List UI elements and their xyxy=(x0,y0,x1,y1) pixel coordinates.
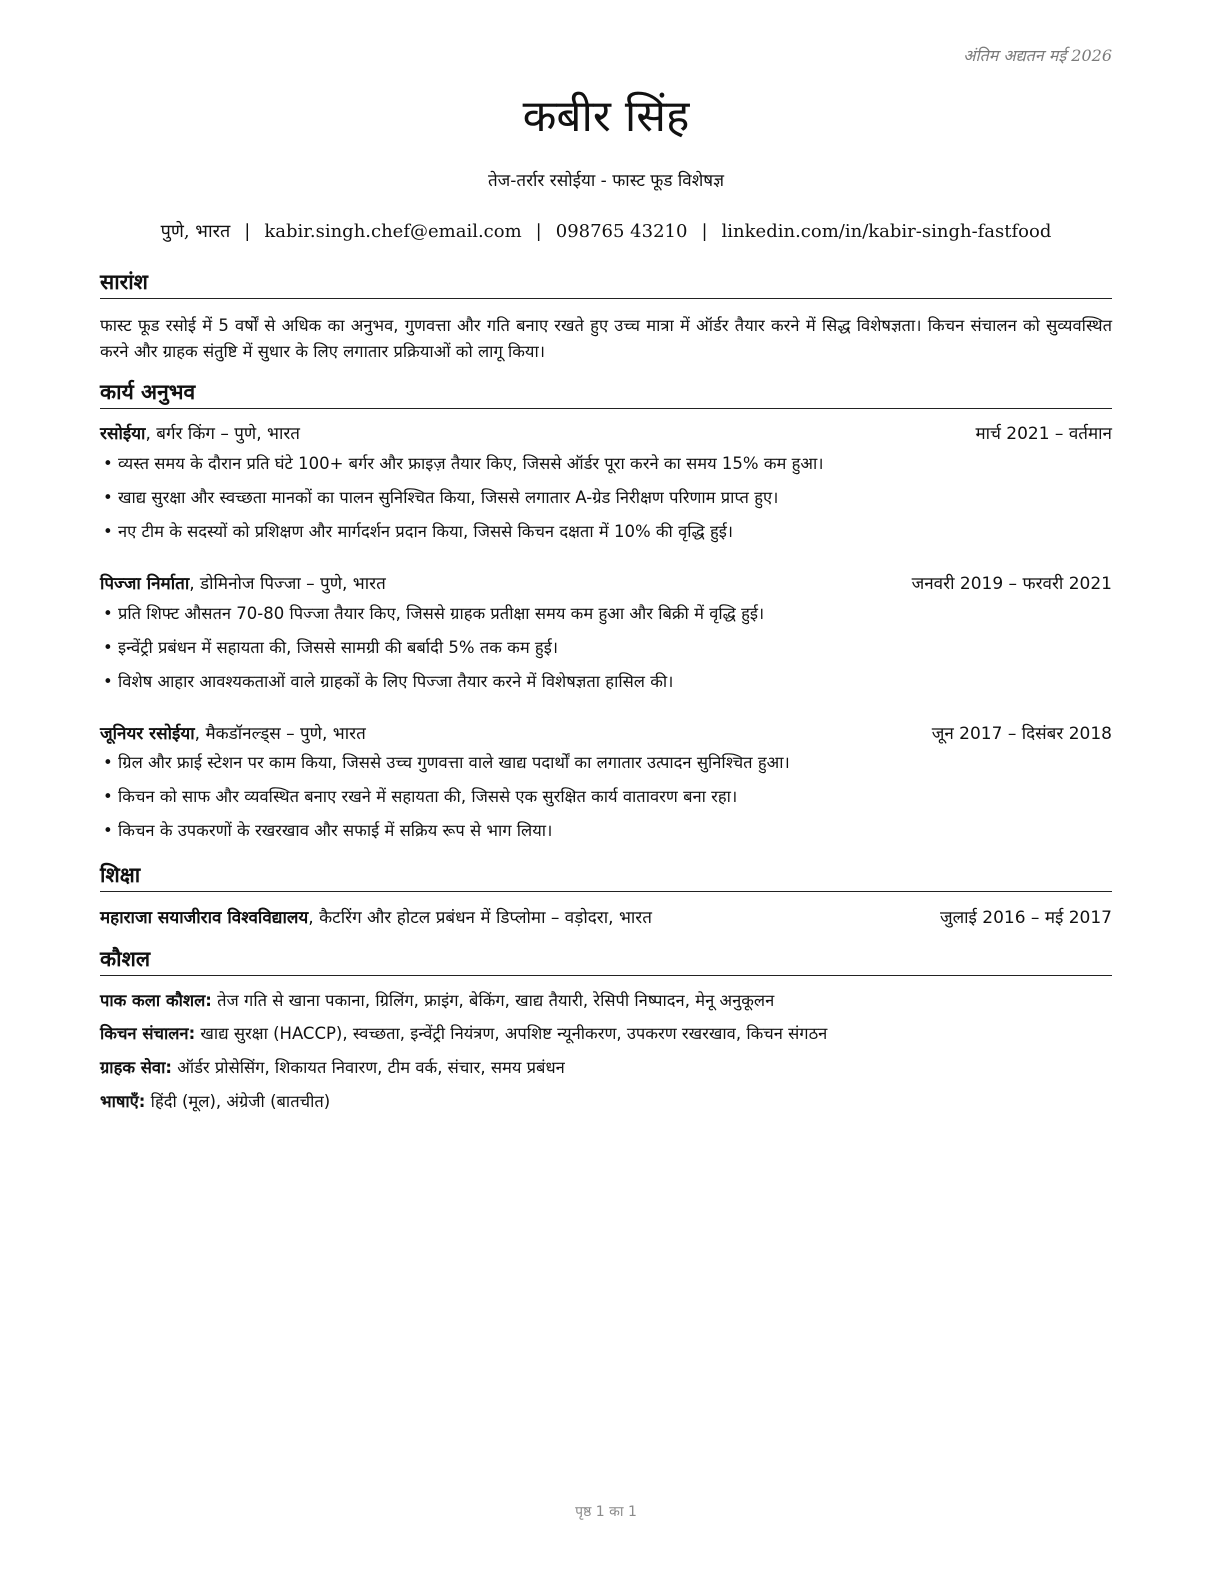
job-dates: जून 2017 – दिसंबर 2018 xyxy=(931,724,1112,744)
skill-label: भाषाएँ: xyxy=(100,1092,146,1111)
bullet-glyph: • xyxy=(103,604,113,623)
list-item: • किचन के उपकरणों के रखरखाव और सफाई में सक्रिय रूप से भाग लिया। xyxy=(100,818,1112,852)
list-item: • विशेष आहार आवश्यकताओं वाले ग्राहकों के लिए पिज्जा तैयार करने में विशेषज्ञता हासिल की। xyxy=(100,669,1112,703)
job-company: , बर्गर किंग – पुणे, भारत xyxy=(145,424,301,444)
bullet-glyph: • xyxy=(103,638,113,657)
list-item: • किचन को साफ और व्यवस्थित बनाए रखने में सहायता की, जिससे एक सुरक्षित कार्य वातावरण बना रहा। xyxy=(100,784,1112,818)
job-bullet-list xyxy=(100,451,1112,553)
page-number: पृष्ठ 1 का 1 xyxy=(575,1504,637,1520)
bullet-glyph: • xyxy=(103,672,113,691)
job-dates: मार्च 2021 – वर्तमान xyxy=(975,424,1112,444)
section-title-skills: कौशल xyxy=(100,945,1112,976)
list-item: • प्रति शिफ्ट औसतन 70-80 पिज्जा तैयार किए, जिससे ग्राहक प्रतीक्षा समय कम हुआ और बिक्री में वृद्धि हुई। xyxy=(100,601,1112,635)
skill-line xyxy=(100,988,1112,1014)
list-item: • ग्रिल और फ्राई स्टेशन पर काम किया, जिससे उच्च गुणवत्ता वाले खाद्य पदार्थों का लगातार उत्पादन सुनिश्चित हुआ। xyxy=(100,750,1112,784)
skill-value: हिंदी (मूल), अंग्रेजी (बातचीत) xyxy=(145,1092,331,1111)
contact-linkedin[interactable]: linkedin.com/in/kabir-singh-fastfood xyxy=(721,221,1052,242)
education-dates: जुलाई 2016 – मई 2017 xyxy=(939,908,1112,928)
skill-label: पाक कला कौशल: xyxy=(100,991,212,1010)
summary-text: फास्ट फूड रसोई में 5 वर्षों से अधिक का अनुभव, गुणवत्ता और गति बनाए रखते हुए उच्च मात्रा में ऑर्डर तैयार करने में सिद्ध विशेषज्ञता। किचन संचालन को सुव्यवस्थित करने और ग्राहक संतुष्टि में सुधार के लिए लगातार प्रक्रियाओं को लागू किया। xyxy=(100,316,1112,361)
contact-separator: | xyxy=(244,221,251,242)
contact-separator: | xyxy=(535,221,542,242)
contact-separator: | xyxy=(701,221,708,242)
skill-label: किचन संचालन: xyxy=(100,1024,196,1043)
education-detail: , कैटरिंग और होटल प्रबंधन में डिप्लोमा – वड़ोदरा, भारत xyxy=(308,908,652,928)
candidate-name: कबीर सिंह xyxy=(522,91,690,142)
resume-page xyxy=(100,0,1112,1584)
skill-line xyxy=(100,1021,1112,1047)
skill-label: ग्राहक सेवा: xyxy=(100,1058,172,1077)
job-dates: जनवरी 2019 – फरवरी 2021 xyxy=(911,574,1112,594)
job-company: , डोमिनोज पिज्जा – पुणे, भारत xyxy=(189,574,386,594)
job-header xyxy=(100,571,1112,597)
job-role: जूनियर रसोईया xyxy=(100,724,195,744)
bullet-glyph: • xyxy=(103,821,113,840)
job-bullet-list xyxy=(100,601,1112,703)
section-title-experience: कार्य अनुभव xyxy=(100,378,1112,409)
tagline: तेज-तर्रार रसोईया - फास्ट फूड विशेषज्ञ xyxy=(487,171,725,191)
contact-phone[interactable]: 098765 43210 xyxy=(555,221,688,242)
contact-location: पुणे, भारत xyxy=(160,221,231,242)
skill-value: ऑर्डर प्रोसेसिंग, शिकायत निवारण, टीम वर्क, संचार, समय प्रबंधन xyxy=(171,1058,565,1077)
bullet-glyph: • xyxy=(103,787,113,806)
job-role: रसोईया xyxy=(100,424,146,444)
section-title-education: शिक्षा xyxy=(100,861,1112,892)
bullet-glyph: • xyxy=(103,753,113,772)
job-bullet-list xyxy=(100,750,1112,852)
job-header xyxy=(100,721,1112,747)
skill-value: खाद्य सुरक्षा (HACCP), स्वच्छता, इन्वेंट्री नियंत्रण, अपशिष्ट न्यूनीकरण, उपकरण रखरखाव, किचन संगठन xyxy=(195,1024,828,1043)
education-entry xyxy=(100,905,1112,931)
list-item: • इन्वेंट्री प्रबंधन में सहायता की, जिससे सामग्री की बर्बादी 5% तक कम हुई। xyxy=(100,635,1112,669)
job-role: पिज्जा निर्माता xyxy=(100,574,190,594)
section-title-summary: सारांश xyxy=(100,268,1112,299)
last-updated: अंतिम अद्यतन मई 2026 xyxy=(963,46,1112,65)
skill-line xyxy=(100,1055,1112,1081)
skill-line xyxy=(100,1089,1112,1115)
list-item: • नए टीम के सदस्यों को प्रशिक्षण और मार्गदर्शन प्रदान किया, जिससे किचन दक्षता में 10% की वृद्धि हुई। xyxy=(100,519,1112,553)
bullet-glyph: • xyxy=(103,522,113,541)
skill-value: तेज गति से खाना पकाना, ग्रिलिंग, फ्राइंग, बेकिंग, खाद्य तैयारी, रेसिपी निष्पादन, मेनू अनुकूलन xyxy=(211,991,775,1010)
education-institution: महाराजा सयाजीराव विश्वविद्यालय xyxy=(100,908,309,928)
bullet-glyph: • xyxy=(103,454,113,473)
job-header xyxy=(100,421,1112,447)
contact-email[interactable]: kabir.singh.chef@email.com xyxy=(264,221,522,242)
list-item: • व्यस्त समय के दौरान प्रति घंटे 100+ बर्गर और फ्राइज़ तैयार किए, जिससे ऑर्डर पूरा करने का समय 15% कम हुआ। xyxy=(100,451,1112,485)
bullet-glyph: • xyxy=(103,488,113,507)
contact-line xyxy=(100,219,1112,243)
list-item: • खाद्य सुरक्षा और स्वच्छता मानकों का पालन सुनिश्चित किया, जिससे लगातार A-ग्रेड निरीक्षण परिणाम प्राप्त हुए। xyxy=(100,485,1112,519)
job-company: , मैकडॉनल्ड्स – पुणे, भारत xyxy=(194,724,366,744)
